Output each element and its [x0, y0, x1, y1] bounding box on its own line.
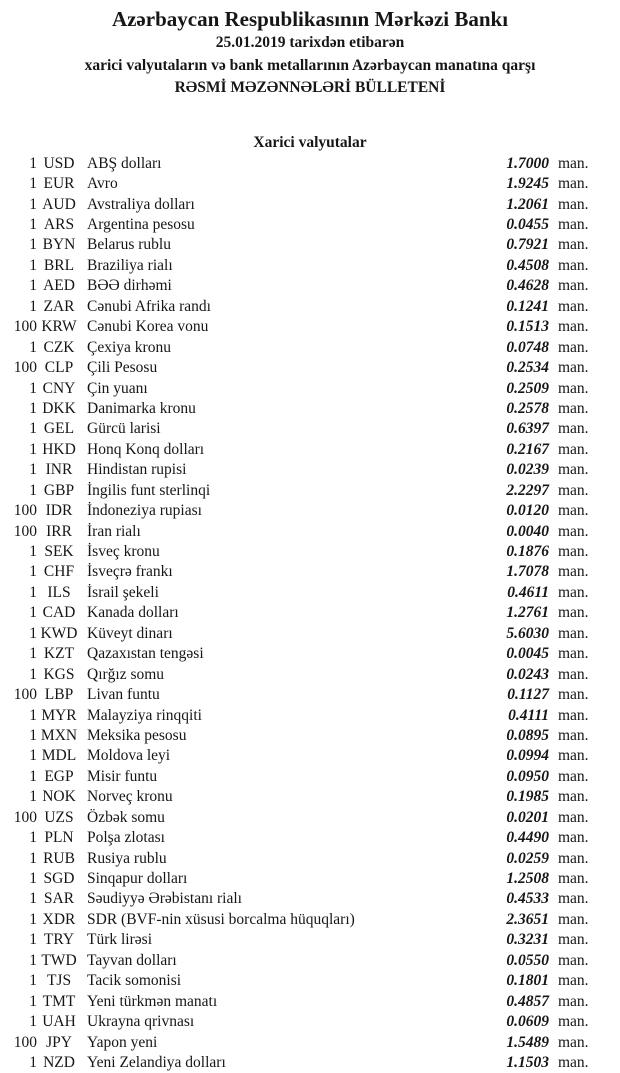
- row-currency-code: HKD: [42, 440, 76, 458]
- row-quantity: 1: [29, 972, 37, 990]
- row-currency-code: XDR: [42, 910, 76, 928]
- row-unit-label: man.: [558, 461, 589, 479]
- table-row: [0, 378, 620, 398]
- row-quantity: 1: [29, 461, 37, 479]
- row-rate: 0.0609: [506, 1013, 549, 1031]
- table-row: [0, 337, 620, 357]
- row-currency-name: Çin yuanı: [87, 379, 148, 397]
- row-currency-name: İsveçrə frankı: [87, 563, 173, 581]
- row-unit-label: man.: [558, 1053, 589, 1071]
- row-currency-name: Çexiya kronu: [87, 338, 171, 356]
- row-unit-label: man.: [558, 195, 589, 213]
- row-currency-name: Gürcü larisi: [87, 420, 161, 438]
- row-quantity: 1: [29, 747, 37, 765]
- table-row: [0, 1012, 620, 1032]
- row-unit-label: man.: [558, 420, 589, 438]
- row-rate: 0.4490: [506, 829, 549, 847]
- row-currency-name: İngilis funt sterlinqi: [87, 481, 211, 499]
- table-row: [0, 235, 620, 255]
- row-currency-name: İran rialı: [87, 522, 141, 540]
- table-row: [0, 399, 620, 419]
- row-unit-label: man.: [558, 543, 589, 561]
- table-row: [0, 787, 620, 807]
- row-quantity: 1: [29, 767, 37, 785]
- row-rate: 1.2061: [506, 195, 549, 213]
- row-currency-code: TWD: [41, 951, 77, 969]
- row-rate: 0.0239: [506, 461, 549, 479]
- row-quantity: 1: [29, 604, 37, 622]
- row-quantity: 1: [29, 706, 37, 724]
- row-quantity: 1: [29, 154, 37, 172]
- row-currency-name: Qazaxıstan tengəsi: [87, 645, 204, 663]
- row-quantity: 1: [29, 788, 37, 806]
- row-currency-code: KRW: [41, 318, 77, 336]
- row-currency-code: ZAR: [43, 297, 75, 315]
- table-row: [0, 297, 620, 317]
- row-unit-label: man.: [558, 440, 589, 458]
- row-quantity: 100: [13, 502, 37, 520]
- row-currency-code: NZD: [43, 1053, 75, 1071]
- row-currency-name: Argentina pesosu: [87, 216, 195, 234]
- table-row: [0, 889, 620, 909]
- row-currency-code: GEL: [43, 420, 75, 438]
- row-quantity: 1: [29, 992, 37, 1010]
- row-rate: 5.6030: [506, 624, 549, 642]
- row-rate: 1.1503: [506, 1053, 549, 1071]
- row-rate: 0.1513: [506, 318, 549, 336]
- row-currency-name: Sinqapur dolları: [87, 870, 188, 888]
- row-currency-code: SAR: [43, 890, 75, 908]
- table-row: [0, 767, 620, 787]
- row-currency-name: Malayziya rinqqiti: [87, 706, 202, 724]
- row-rate: 0.0120: [506, 502, 549, 520]
- table-row: [0, 1032, 620, 1052]
- row-currency-name: İsrail şekeli: [87, 583, 159, 601]
- row-currency-code: JPY: [46, 1033, 72, 1051]
- row-rate: 0.0950: [506, 767, 549, 785]
- row-quantity: 1: [29, 1013, 37, 1031]
- row-rate: 0.4533: [506, 890, 549, 908]
- row-currency-name: Tacik somonisi: [87, 972, 182, 990]
- row-unit-label: man.: [558, 297, 589, 315]
- table-row: [0, 358, 620, 378]
- row-quantity: 1: [29, 583, 37, 601]
- row-currency-name: Avro: [87, 175, 118, 193]
- row-rate: 0.2167: [506, 440, 549, 458]
- row-currency-code: CZK: [43, 338, 75, 356]
- row-currency-code: BRL: [43, 256, 75, 274]
- row-currency-code: USD: [43, 154, 75, 172]
- table-row: [0, 624, 620, 644]
- row-rate: 0.1241: [506, 297, 549, 315]
- row-quantity: 1: [29, 216, 37, 234]
- row-rate: 0.6397: [506, 420, 549, 438]
- row-unit-label: man.: [558, 379, 589, 397]
- row-quantity: 100: [13, 318, 37, 336]
- row-quantity: 1: [29, 645, 37, 663]
- row-rate: 0.0040: [506, 522, 549, 540]
- row-currency-name: Küveyt dinarı: [87, 624, 173, 642]
- row-currency-name: SDR (BVF-nin xüsusi borcalma hüquqları): [87, 910, 355, 928]
- row-currency-code: MDL: [41, 747, 77, 765]
- row-currency-name: Norveç kronu: [87, 788, 173, 806]
- row-rate: 0.4508: [506, 256, 549, 274]
- row-unit-label: man.: [558, 256, 589, 274]
- row-quantity: 1: [29, 195, 37, 213]
- section-title-foreign-currencies: Xarici valyutalar: [253, 133, 367, 151]
- table-row: [0, 848, 620, 868]
- row-currency-name: Livan funtu: [87, 686, 160, 704]
- table-row: [0, 256, 620, 276]
- row-unit-label: man.: [558, 931, 589, 949]
- row-currency-name: Meksika pesosu: [87, 726, 187, 744]
- table-row: [0, 460, 620, 480]
- row-currency-code: KZT: [43, 645, 75, 663]
- row-quantity: 1: [29, 338, 37, 356]
- row-rate: 0.0259: [506, 849, 549, 867]
- table-row: [0, 1053, 620, 1073]
- row-unit-label: man.: [558, 686, 589, 704]
- table-row: [0, 930, 620, 950]
- row-currency-name: Səudiyyə Ərəbistanı rialı: [87, 890, 242, 908]
- row-currency-code: RUB: [43, 849, 75, 867]
- row-rate: 1.2508: [506, 870, 549, 888]
- table-row: [0, 746, 620, 766]
- row-unit-label: man.: [558, 175, 589, 193]
- row-currency-name: Yapon yeni: [87, 1033, 158, 1051]
- row-rate: 2.2297: [506, 481, 549, 499]
- row-unit-label: man.: [558, 1013, 589, 1031]
- row-quantity: 1: [29, 277, 37, 295]
- row-currency-name: Moldova leyi: [87, 747, 171, 765]
- row-currency-code: NOK: [42, 788, 76, 806]
- row-currency-name: Misir funtu: [87, 767, 158, 785]
- row-quantity: 1: [29, 829, 37, 847]
- row-currency-code: CNY: [42, 379, 76, 397]
- row-currency-code: INR: [45, 461, 73, 479]
- table-row: [0, 194, 620, 214]
- row-unit-label: man.: [558, 890, 589, 908]
- row-currency-code: UAH: [42, 1013, 76, 1031]
- table-row: [0, 583, 620, 603]
- row-quantity: 1: [29, 849, 37, 867]
- row-unit-label: man.: [558, 318, 589, 336]
- table-row: [0, 910, 620, 930]
- row-unit-label: man.: [558, 481, 589, 499]
- row-rate: 0.2578: [506, 399, 549, 417]
- table-row: [0, 991, 620, 1011]
- row-unit-label: man.: [558, 236, 589, 254]
- row-currency-code: SGD: [43, 870, 75, 888]
- row-quantity: 1: [29, 297, 37, 315]
- table-row: [0, 971, 620, 991]
- row-rate: 0.0895: [506, 726, 549, 744]
- row-currency-code: DKK: [42, 399, 76, 417]
- row-rate: 1.5489: [506, 1033, 549, 1051]
- bulletin-title-line: RƏSMİ MƏZƏNNƏLƏRİ BÜLLETENİ: [174, 79, 446, 96]
- row-currency-code: BYN: [42, 236, 76, 254]
- row-rate: 0.3231: [506, 931, 549, 949]
- row-quantity: 1: [29, 420, 37, 438]
- row-unit-label: man.: [558, 706, 589, 724]
- rates-table: [0, 154, 620, 1073]
- row-rate: 0.2534: [506, 359, 549, 377]
- row-quantity: 100: [13, 808, 37, 826]
- row-unit-label: man.: [558, 951, 589, 969]
- row-currency-code: EGP: [44, 767, 74, 785]
- table-row: [0, 440, 620, 460]
- row-rate: 1.7000: [506, 154, 549, 172]
- row-currency-name: İsveç kronu: [87, 543, 160, 561]
- row-quantity: 1: [29, 1053, 37, 1071]
- row-currency-code: MYR: [41, 706, 77, 724]
- row-unit-label: man.: [558, 849, 589, 867]
- row-unit-label: man.: [558, 604, 589, 622]
- table-row: [0, 869, 620, 889]
- row-unit-label: man.: [558, 972, 589, 990]
- row-unit-label: man.: [558, 277, 589, 295]
- row-currency-name: Avstraliya dolları: [87, 195, 195, 213]
- row-quantity: 1: [29, 870, 37, 888]
- row-quantity: 1: [29, 175, 37, 193]
- row-unit-label: man.: [558, 767, 589, 785]
- row-currency-code: TRY: [43, 931, 75, 949]
- row-rate: 1.7078: [506, 563, 549, 581]
- row-unit-label: man.: [558, 829, 589, 847]
- row-unit-label: man.: [558, 338, 589, 356]
- row-currency-code: TJS: [46, 972, 72, 990]
- row-currency-code: CAD: [42, 604, 76, 622]
- table-row: [0, 726, 620, 746]
- row-currency-code: KGS: [43, 665, 75, 683]
- row-rate: 0.0550: [506, 951, 549, 969]
- row-quantity: 1: [29, 563, 37, 581]
- row-unit-label: man.: [558, 808, 589, 826]
- row-unit-label: man.: [558, 583, 589, 601]
- row-currency-code: AUD: [42, 195, 76, 213]
- table-row: [0, 644, 620, 664]
- row-currency-name: Danimarka kronu: [87, 399, 196, 417]
- row-currency-code: SEK: [44, 543, 74, 561]
- row-rate: 0.0045: [506, 645, 549, 663]
- row-rate: 2.3651: [506, 910, 549, 928]
- bank-title: Azərbaycan Respublikasının Mərkəzi Bankı: [111, 7, 509, 31]
- row-currency-name: Çili Pesosu: [87, 359, 158, 377]
- row-quantity: 1: [29, 379, 37, 397]
- row-unit-label: man.: [558, 665, 589, 683]
- table-row: [0, 542, 620, 562]
- row-unit-label: man.: [558, 359, 589, 377]
- row-currency-code: AED: [43, 277, 75, 295]
- row-currency-code: GBP: [43, 481, 75, 499]
- row-unit-label: man.: [558, 399, 589, 417]
- row-currency-code: EUR: [43, 175, 75, 193]
- row-quantity: 100: [13, 522, 37, 540]
- row-currency-name: Tayvan dolları: [87, 951, 177, 969]
- row-currency-name: Honq Konq dolları: [87, 440, 205, 458]
- row-quantity: 1: [29, 890, 37, 908]
- row-currency-name: Braziliya rialı: [87, 256, 173, 274]
- row-quantity: 100: [13, 359, 37, 377]
- row-currency-name: Cənubi Korea vonu: [87, 318, 209, 336]
- row-unit-label: man.: [558, 216, 589, 234]
- row-unit-label: man.: [558, 747, 589, 765]
- bulletin-header: [0, 0, 620, 100]
- row-currency-code: UZS: [44, 808, 74, 826]
- row-rate: 1.9245: [506, 175, 549, 193]
- row-rate: 0.7921: [506, 236, 549, 254]
- row-quantity: 1: [29, 910, 37, 928]
- table-row: [0, 603, 620, 623]
- row-currency-code: LBP: [44, 686, 74, 704]
- row-unit-label: man.: [558, 726, 589, 744]
- table-row: [0, 685, 620, 705]
- row-currency-name: Hindistan rupisi: [87, 461, 187, 479]
- row-currency-code: IRR: [46, 522, 72, 540]
- table-row: [0, 664, 620, 684]
- row-currency-name: Polşa zlotası: [87, 829, 165, 847]
- table-row: [0, 808, 620, 828]
- row-unit-label: man.: [558, 624, 589, 642]
- row-currency-name: ABŞ dolları: [87, 154, 162, 172]
- row-rate: 0.0994: [506, 747, 549, 765]
- row-currency-code: ILS: [47, 583, 71, 601]
- row-currency-name: Yeni Zelandiya dolları: [87, 1053, 226, 1071]
- row-currency-name: Özbək somu: [87, 808, 165, 826]
- row-rate: 0.1985: [506, 788, 549, 806]
- row-currency-code: KWD: [40, 624, 78, 642]
- table-row: [0, 828, 620, 848]
- table-row: [0, 215, 620, 235]
- row-currency-name: Ukrayna qrivnası: [87, 1013, 195, 1031]
- row-unit-label: man.: [558, 1033, 589, 1051]
- row-currency-code: MXN: [40, 726, 78, 744]
- table-row: [0, 501, 620, 521]
- table-row: [0, 276, 620, 296]
- row-currency-code: ARS: [43, 216, 75, 234]
- row-currency-name: BƏƏ dirhəmi: [87, 277, 172, 295]
- row-currency-code: PLN: [44, 829, 74, 847]
- effective-date-line: 25.01.2019 tarixdən etibarən: [215, 34, 405, 51]
- row-unit-label: man.: [558, 870, 589, 888]
- row-rate: 0.2509: [506, 379, 549, 397]
- row-unit-label: man.: [558, 563, 589, 581]
- row-quantity: 1: [29, 543, 37, 561]
- row-unit-label: man.: [558, 502, 589, 520]
- row-unit-label: man.: [558, 992, 589, 1010]
- table-row: [0, 705, 620, 725]
- row-quantity: 1: [29, 399, 37, 417]
- row-rate: 0.1876: [506, 543, 549, 561]
- table-row: [0, 317, 620, 337]
- row-quantity: 1: [29, 951, 37, 969]
- table-row: [0, 562, 620, 582]
- row-rate: 0.0748: [506, 338, 549, 356]
- row-quantity: 1: [29, 665, 37, 683]
- row-currency-name: Qırğız somu: [87, 665, 165, 683]
- row-quantity: 1: [29, 440, 37, 458]
- row-currency-name: Cənubi Afrika randı: [87, 297, 211, 315]
- row-rate: 0.4611: [507, 583, 549, 601]
- table-row: [0, 419, 620, 439]
- row-quantity: 1: [29, 931, 37, 949]
- row-rate: 0.4628: [506, 277, 549, 295]
- row-unit-label: man.: [558, 910, 589, 928]
- row-rate: 0.1801: [506, 972, 549, 990]
- row-quantity: 100: [13, 1033, 37, 1051]
- row-currency-code: CHF: [43, 563, 75, 581]
- table-row: [0, 174, 620, 194]
- row-currency-code: IDR: [45, 502, 73, 520]
- row-rate: 0.0243: [506, 665, 549, 683]
- table-row: [0, 481, 620, 501]
- row-unit-label: man.: [558, 154, 589, 172]
- row-rate: 0.4111: [508, 706, 549, 724]
- row-quantity: 1: [29, 624, 37, 642]
- row-currency-name: Rusiya rublu: [87, 849, 167, 867]
- row-quantity: 1: [29, 481, 37, 499]
- row-unit-label: man.: [558, 645, 589, 663]
- row-currency-name: Türk lirəsi: [87, 931, 152, 949]
- row-quantity: 1: [29, 726, 37, 744]
- row-currency-name: İndoneziya rupiası: [87, 502, 202, 520]
- table-row: [0, 951, 620, 971]
- row-rate: 0.0455: [506, 216, 549, 234]
- row-currency-name: Kanada dolları: [87, 604, 179, 622]
- row-currency-code: CLP: [44, 359, 74, 377]
- table-row: [0, 521, 620, 541]
- row-rate: 1.2761: [506, 604, 549, 622]
- row-unit-label: man.: [558, 788, 589, 806]
- table-row: [0, 154, 620, 174]
- row-quantity: 100: [13, 686, 37, 704]
- row-rate: 0.0201: [506, 808, 549, 826]
- row-unit-label: man.: [558, 522, 589, 540]
- row-currency-code: TMT: [42, 992, 76, 1010]
- row-currency-name: Yeni türkmən manatı: [87, 992, 218, 1010]
- row-rate: 0.1127: [507, 686, 549, 704]
- row-quantity: 1: [29, 256, 37, 274]
- row-rate: 0.4857: [506, 992, 549, 1010]
- subject-line: xarici valyutaların və bank metallarının Azərbaycan manatına qarşı: [84, 56, 536, 74]
- row-currency-name: Belarus rublu: [87, 236, 171, 254]
- row-quantity: 1: [29, 236, 37, 254]
